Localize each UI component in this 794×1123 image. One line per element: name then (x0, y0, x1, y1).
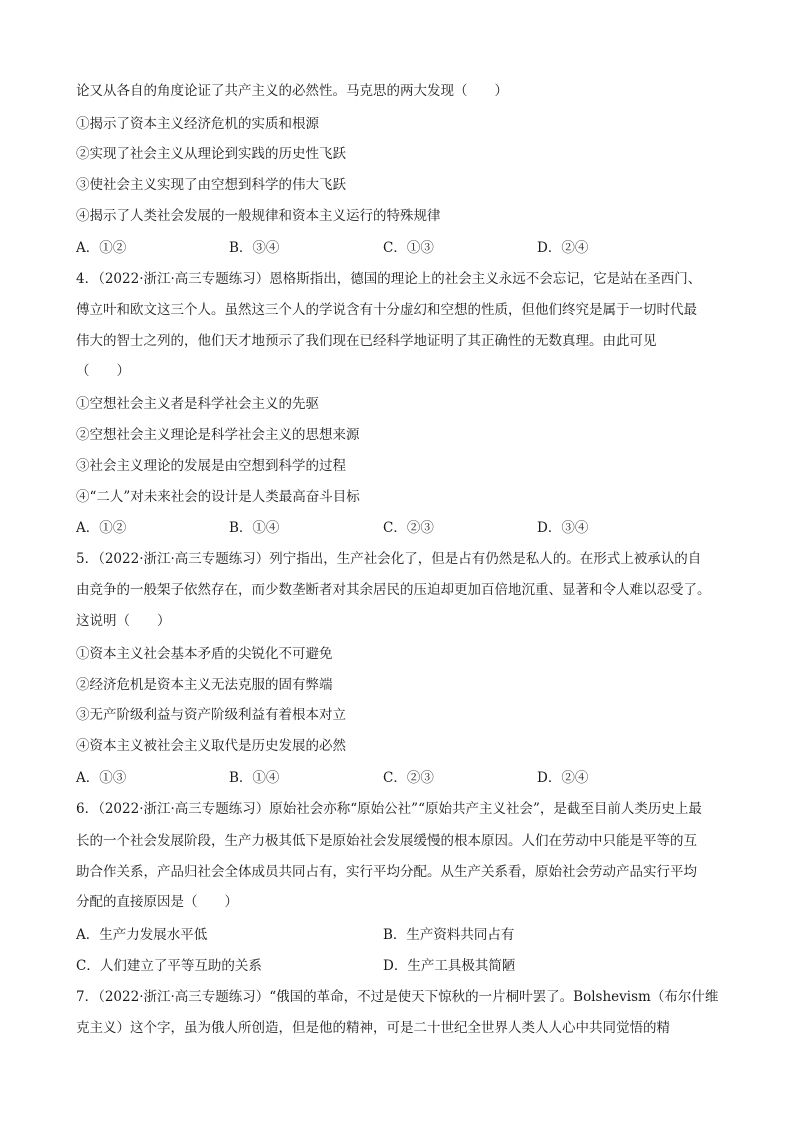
q3-statement-1: ①揭示了资本主义经济危机的实质和根源 (76, 116, 319, 132)
q5-stem-line-3: 这说明（ ） (76, 613, 171, 629)
q3-stem-tail: 论又从各自的角度论证了共产主义的必然性。马克思的两大发现（ ） (76, 83, 508, 99)
q4-statement-1: ①空想社会主义者是科学社会主义的先驱 (76, 396, 319, 412)
q3-statement-3: ③使社会主义实现了由空想到科学的伟大飞跃 (76, 177, 346, 193)
q4-stem-line-4: （ ） (76, 363, 130, 379)
q4-statement-2: ②空想社会主义理论是科学社会主义的思想来源 (76, 427, 360, 443)
q4-option-d[interactable]: D．③④ (537, 520, 589, 536)
q6-stem-line-1: 6．（2022·浙江·高三专题练习）原始社会亦称“原始公社”“原始共产主义社会”，是截至目前人类历史上最 (76, 801, 702, 817)
q6-option-a[interactable]: A．生产力发展水平低 (76, 927, 208, 943)
q5-option-d[interactable]: D．②④ (537, 770, 589, 786)
q3-option-a[interactable]: A．①② (76, 240, 127, 256)
q4-stem-line-1: 4．（2022·浙江·高三专题练习）恩格斯指出，德国的理论上的社会主义永远不会忘记，它是站在圣西门、 (76, 271, 702, 287)
q4-statement-3: ③社会主义理论的发展是由空想到科学的过程 (76, 458, 346, 474)
q6-stem-line-3: 助合作关系，产品归社会全体成员共同占有，实行平均分配。从生产关系看，原始社会劳动产品实行平均 (76, 864, 697, 880)
q3-option-c[interactable]: C．①③ (383, 240, 434, 256)
q3-statement-2: ②实现了社会主义从理论到实践的历史性飞跃 (76, 146, 346, 162)
q5-statement-1: ①资本主义社会基本矛盾的尖锐化不可避免 (76, 646, 333, 662)
q6-option-b[interactable]: B．生产资料共同占有 (383, 927, 515, 943)
q5-stem-line-2: 由竞争的一般架子依然存在，而少数垄断者对其余居民的压迫却更加百倍地沉重、显著和令人难以忍受了。 (76, 582, 711, 598)
q4-stem-line-3: 伟大的智士之列的，他们天才地预示了我们现在已经科学地证明了其正确性的无数真理。由此可见 (76, 333, 657, 349)
q5-statement-2: ②经济危机是资本主义无法克服的固有弊端 (76, 677, 333, 693)
q5-statement-4: ④资本主义被社会主义取代是历史发展的必然 (76, 738, 346, 754)
q3-statement-4: ④揭示了人类社会发展的一般规律和资本主义运行的特殊规律 (76, 208, 441, 224)
q3-option-b[interactable]: B．③④ (229, 240, 280, 256)
q5-stem-line-1: 5．（2022·浙江·高三专题练习）列宁指出，生产社会化了，但是占有仍然是私人的。在形式上被承认的自 (76, 551, 702, 567)
q4-stem-line-2: 傅立叶和欧文这三个人。虽然这三个人的学说含有十分虚幻和空想的性质，但他们终究是属于一切时代最 (76, 302, 697, 318)
q7-stem-line-2: 克主义）这个字，虽为俄人所创造，但是他的精神，可是二十世纪全世界人类人人心中共同觉悟的精 (76, 1020, 670, 1036)
q7-stem-line-1: 7．（2022·浙江·高三专题练习）“俄国的革命，不过是使天下惊秋的一片桐叶罢了。Bolshevism（布尔什维 (76, 989, 719, 1005)
q6-option-c[interactable]: C．人们建立了平等互助的关系 (76, 958, 262, 974)
q4-option-b[interactable]: B．①④ (229, 520, 280, 536)
q4-option-a[interactable]: A．①② (76, 520, 127, 536)
q5-option-b[interactable]: B．①④ (229, 770, 280, 786)
q4-option-c[interactable]: C．②③ (383, 520, 434, 536)
q6-stem-line-2: 长的一个社会发展阶段，生产力极其低下是原始社会发展缓慢的根本原因。人们在劳动中只能是平等的互 (76, 833, 697, 849)
q5-statement-3: ③无产阶级利益与资产阶级利益有着根本对立 (76, 707, 346, 723)
q5-option-a[interactable]: A．①③ (76, 770, 127, 786)
q4-statement-4: ④“二人”对未来社会的设计是人类最高奋斗目标 (76, 489, 360, 505)
q6-option-d[interactable]: D．生产工具极其简陋 (383, 958, 516, 974)
q6-stem-line-4: 分配的直接原因是（ ） (76, 894, 238, 910)
q5-option-c[interactable]: C．②③ (383, 770, 434, 786)
q3-option-d[interactable]: D．②④ (537, 240, 589, 256)
